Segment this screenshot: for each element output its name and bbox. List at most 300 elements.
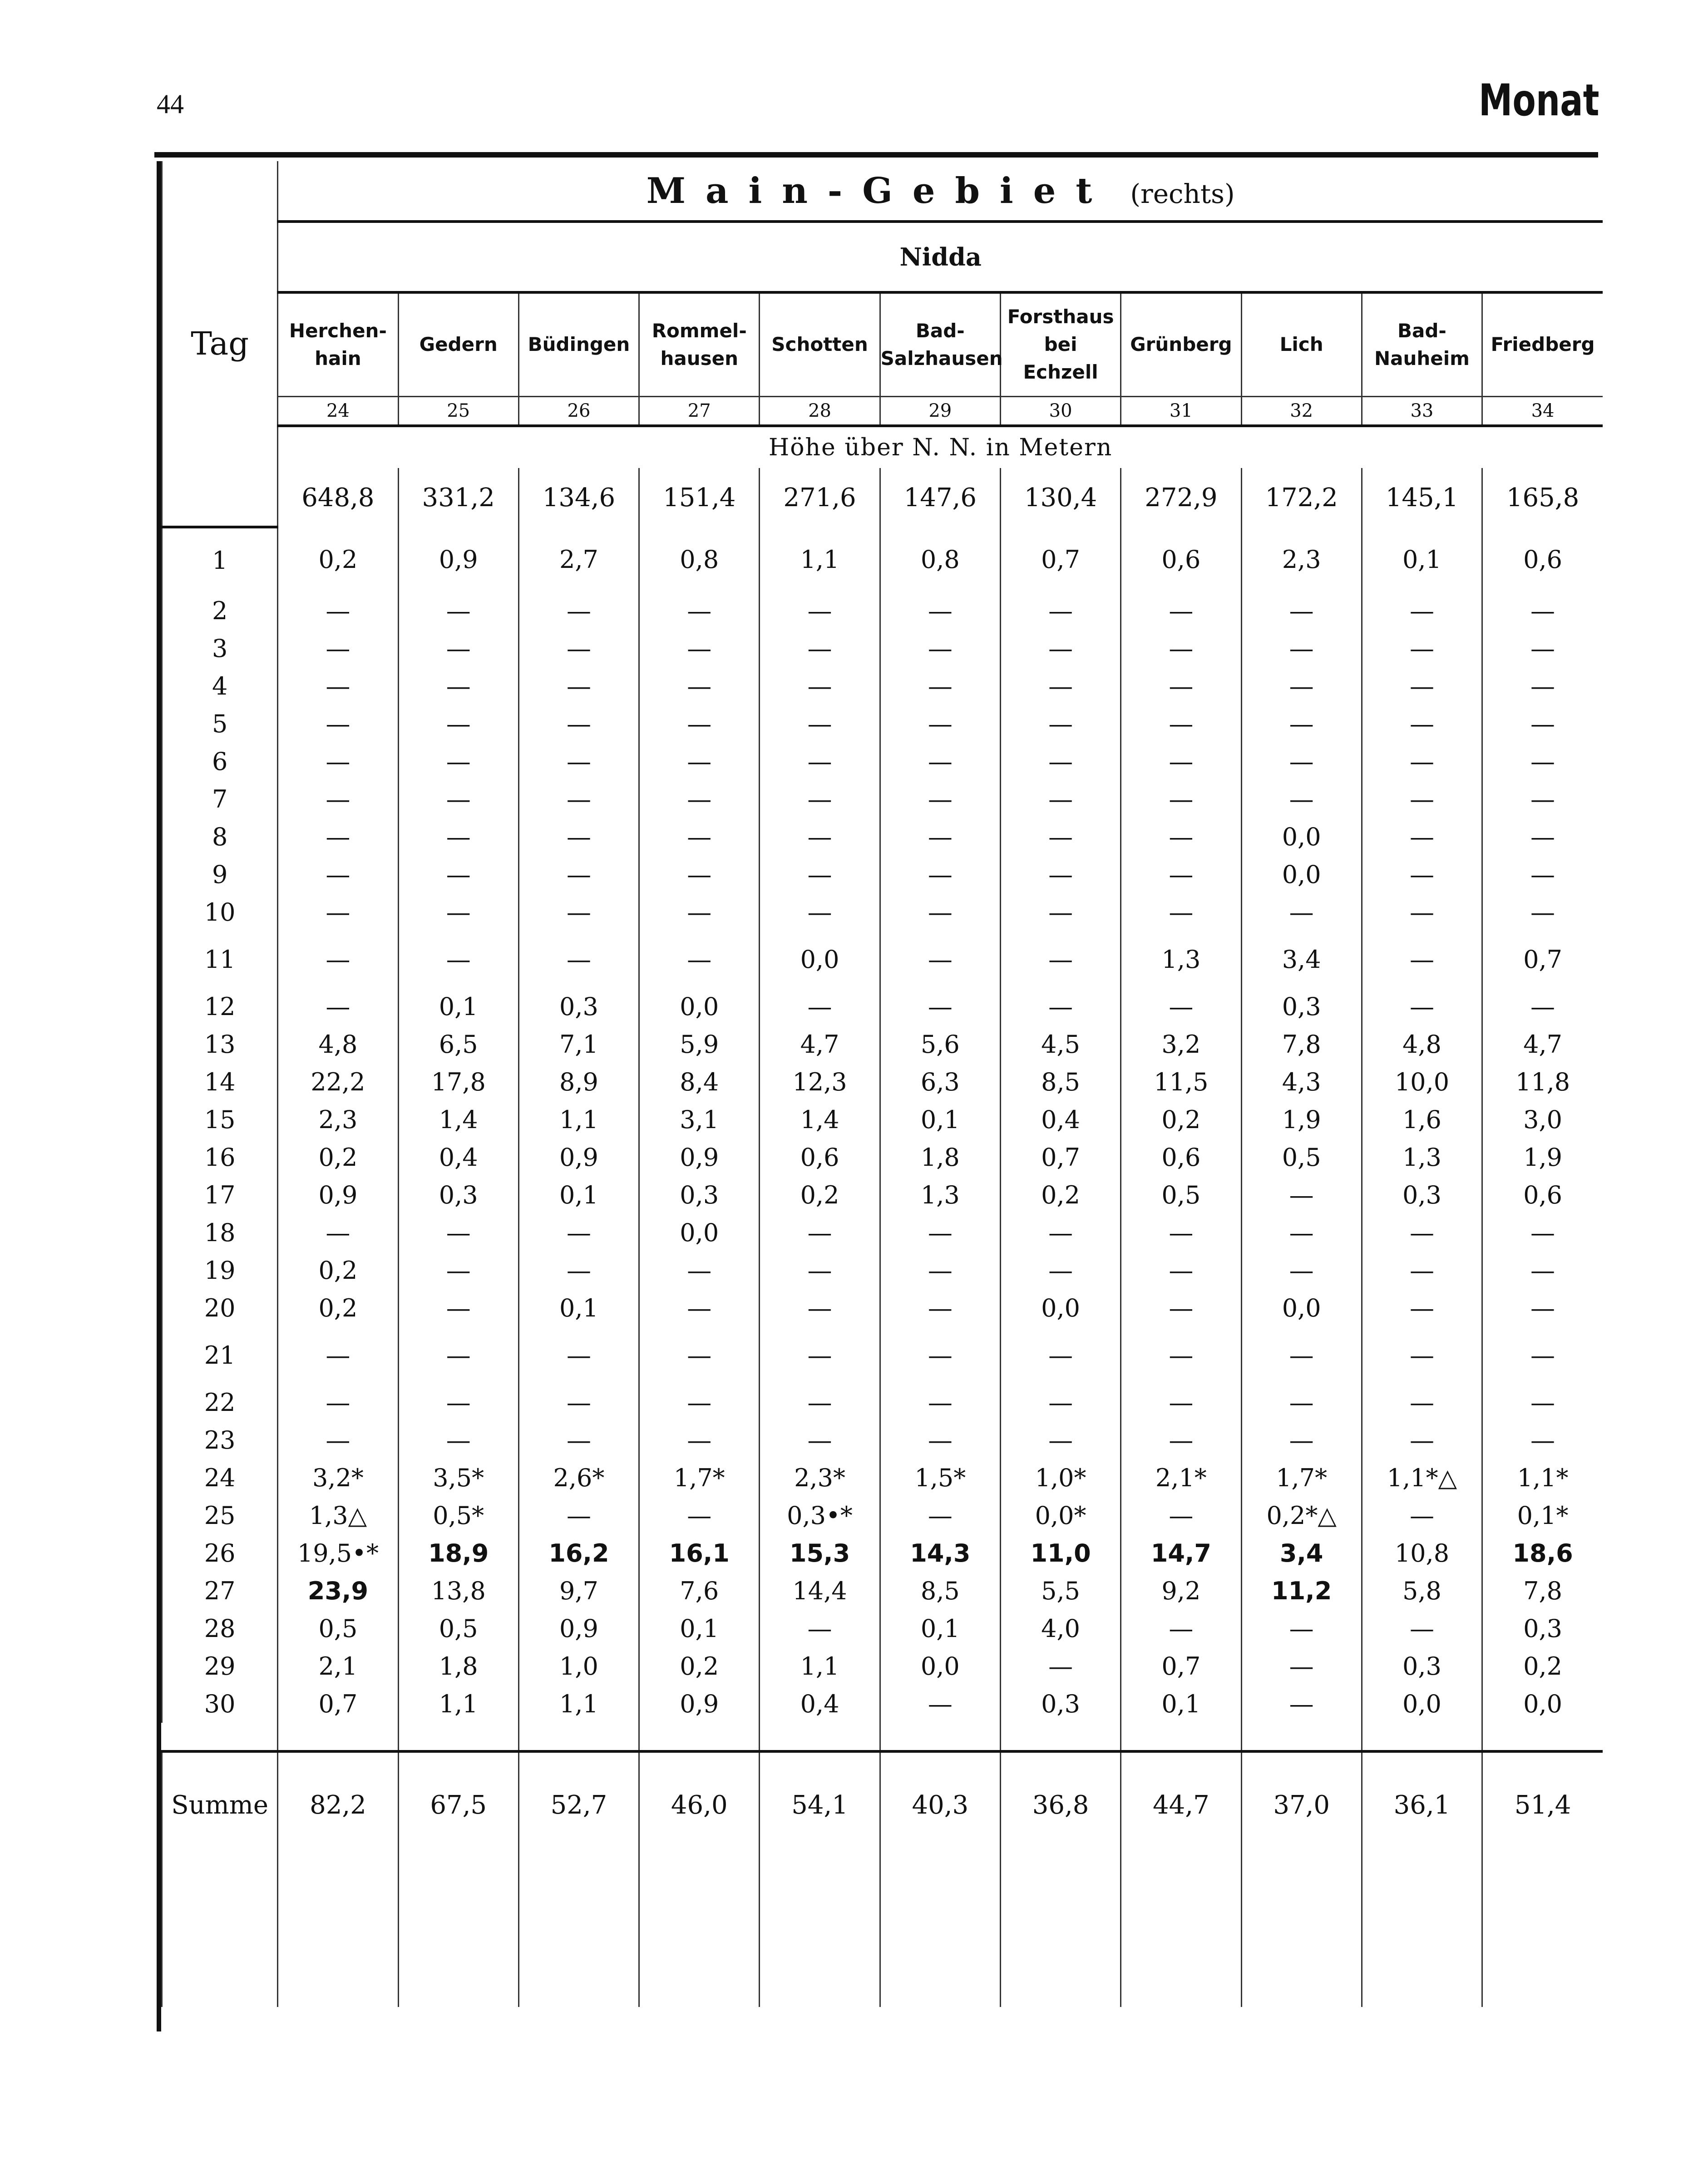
station-header	[760, 292, 880, 397]
value-cell: 9,2	[1121, 1572, 1241, 1610]
value-cell: —	[1362, 1384, 1482, 1421]
value-cell: 14,3	[880, 1534, 1000, 1572]
value-cell: —	[1482, 1252, 1603, 1289]
value-cell: 14,4	[760, 1572, 880, 1610]
value-cell: 5,8	[1362, 1572, 1482, 1610]
value-cell: 0,0	[639, 988, 760, 1025]
value-cell: —	[398, 630, 518, 667]
day-row	[162, 856, 1603, 893]
filler-cell	[398, 1857, 518, 2007]
value-cell: 7,8	[1241, 1025, 1362, 1063]
value-cell: —	[760, 743, 880, 780]
value-cell: 17,8	[398, 1063, 518, 1101]
value-cell: —	[1362, 1497, 1482, 1534]
value-cell: —	[1121, 1252, 1241, 1289]
value-cell: —	[1241, 1610, 1362, 1647]
value-cell: —	[278, 780, 398, 818]
value-cell: —	[1121, 743, 1241, 780]
daily-values	[162, 527, 1603, 1723]
region-subtitle: (rechts)	[1130, 178, 1235, 209]
day-number: 24	[162, 1459, 278, 1497]
filler-cell	[518, 1857, 639, 2007]
value-cell: —	[1121, 988, 1241, 1025]
summe-label: Summe	[162, 1751, 278, 1857]
station-name-line: Gedern	[419, 333, 498, 356]
station-name-line: Friedberg	[1491, 333, 1595, 356]
day-row	[162, 1063, 1603, 1101]
separator-cell	[398, 1723, 518, 1751]
value-cell: —	[1241, 1252, 1362, 1289]
day-row	[162, 780, 1603, 818]
day-number: 6	[162, 743, 278, 780]
day-number: 12	[162, 988, 278, 1025]
value-cell: —	[1241, 592, 1362, 630]
value-cell: 2,1*	[1121, 1459, 1241, 1497]
value-cell: 0,0	[760, 931, 880, 988]
value-cell: 1,5*	[880, 1459, 1000, 1497]
day-number: 16	[162, 1139, 278, 1176]
value-cell: —	[639, 1289, 760, 1327]
station-name-line: bei	[1044, 333, 1077, 356]
value-cell: —	[1000, 1252, 1121, 1289]
value-cell: —	[639, 592, 760, 630]
filler-cell	[1000, 1857, 1121, 2007]
value-cell: —	[518, 630, 639, 667]
value-cell: —	[398, 1252, 518, 1289]
value-cell: 1,1*	[1482, 1459, 1603, 1497]
value-cell: —	[278, 1327, 398, 1384]
value-cell: 0,0	[1241, 1289, 1362, 1327]
value-cell: —	[1000, 856, 1121, 893]
value-cell: —	[1121, 1421, 1241, 1459]
value-cell: 4,8	[1362, 1025, 1482, 1063]
value-cell: 1,0	[518, 1647, 639, 1685]
value-cell: 0,5	[278, 1610, 398, 1647]
value-cell: —	[398, 818, 518, 856]
value-cell: —	[278, 705, 398, 743]
value-cell: —	[278, 1214, 398, 1252]
separator-cell	[1482, 1723, 1603, 1751]
value-cell: 1,1	[518, 1685, 639, 1723]
value-cell: 1,1	[760, 527, 880, 592]
value-cell: —	[278, 988, 398, 1025]
value-cell: 6,5	[398, 1025, 518, 1063]
value-cell: 14,7	[1121, 1534, 1241, 1572]
value-cell: —	[760, 1214, 880, 1252]
value-cell: —	[1482, 743, 1603, 780]
value-cell: —	[278, 818, 398, 856]
value-cell: —	[1000, 705, 1121, 743]
value-cell: 12,3	[760, 1063, 880, 1101]
station-number: 24	[278, 397, 398, 426]
value-cell: —	[518, 743, 639, 780]
value-cell: —	[1121, 780, 1241, 818]
day-number: 30	[162, 1685, 278, 1723]
value-cell: —	[1121, 1327, 1241, 1384]
day-row	[162, 1610, 1603, 1647]
value-cell: —	[1000, 1384, 1121, 1421]
value-cell: —	[518, 1384, 639, 1421]
value-cell: —	[639, 1252, 760, 1289]
day-number: 26	[162, 1534, 278, 1572]
day-number: 4	[162, 667, 278, 705]
value-cell: —	[398, 1421, 518, 1459]
value-cell: 1,0*	[1000, 1459, 1121, 1497]
day-row	[162, 1252, 1603, 1289]
station-header	[639, 292, 760, 397]
station-hoehe: 271,6	[760, 468, 880, 527]
value-cell: 1,3	[1362, 1139, 1482, 1176]
value-cell: —	[639, 743, 760, 780]
value-cell: —	[880, 1214, 1000, 1252]
separator-cell	[278, 1723, 398, 1751]
value-cell: 0,5*	[398, 1497, 518, 1534]
value-cell: —	[1000, 931, 1121, 988]
value-cell: 7,1	[518, 1025, 639, 1063]
value-cell: 0,5	[1121, 1176, 1241, 1214]
value-cell: —	[398, 1214, 518, 1252]
value-cell: 11,2	[1241, 1572, 1362, 1610]
day-row	[162, 1459, 1603, 1497]
value-cell: —	[760, 988, 880, 1025]
value-cell: 0,7	[278, 1685, 398, 1723]
value-cell: 1,4	[398, 1101, 518, 1139]
value-cell: 0,1	[639, 1610, 760, 1647]
day-number: 15	[162, 1101, 278, 1139]
value-cell: —	[760, 1421, 880, 1459]
value-cell: 0,5	[398, 1610, 518, 1647]
station-number: 26	[518, 397, 639, 426]
station-name-row	[162, 292, 1603, 397]
day-number: 13	[162, 1025, 278, 1063]
value-cell: 4,8	[278, 1025, 398, 1063]
value-cell: 0,3	[398, 1176, 518, 1214]
value-cell: 0,1	[880, 1101, 1000, 1139]
station-number: 25	[398, 397, 518, 426]
value-cell: 1,6	[1362, 1101, 1482, 1139]
value-cell: —	[1000, 1421, 1121, 1459]
station-name-line: hain	[315, 347, 361, 370]
value-cell: —	[398, 856, 518, 893]
station-hoehe: 147,6	[880, 468, 1000, 527]
value-cell: 1,9	[1482, 1139, 1603, 1176]
value-cell: 0,4	[760, 1685, 880, 1723]
value-cell: 2,7	[518, 527, 639, 592]
value-cell: 5,5	[1000, 1572, 1121, 1610]
value-cell: 0,7	[1000, 527, 1121, 592]
value-cell: 0,9	[278, 1176, 398, 1214]
station-name-line: Echzell	[1023, 360, 1098, 383]
value-cell: —	[518, 780, 639, 818]
value-cell: 9,7	[518, 1572, 639, 1610]
value-cell: 4,5	[1000, 1025, 1121, 1063]
station-hoehe: 145,1	[1362, 468, 1482, 527]
value-cell: 8,5	[1000, 1063, 1121, 1101]
value-cell: —	[1121, 592, 1241, 630]
summe-value: 36,8	[1000, 1751, 1121, 1857]
value-cell: —	[278, 1421, 398, 1459]
value-cell: —	[639, 667, 760, 705]
value-cell: 0,9	[398, 527, 518, 592]
value-cell: —	[1362, 1252, 1482, 1289]
value-cell: 0,9	[518, 1610, 639, 1647]
hoehe-label: Höhe über N. N. in Metern	[278, 426, 1603, 468]
value-cell: —	[1241, 1685, 1362, 1723]
day-row	[162, 743, 1603, 780]
station-hoehe: 151,4	[639, 468, 760, 527]
filler-cell	[1121, 1857, 1241, 2007]
region-title: Main-Gebiet	[646, 170, 1112, 212]
value-cell: —	[880, 931, 1000, 988]
summe-value: 52,7	[518, 1751, 639, 1857]
day-number: 21	[162, 1327, 278, 1384]
day-row	[162, 1327, 1603, 1384]
value-cell: —	[1482, 1384, 1603, 1421]
value-cell: —	[1482, 705, 1603, 743]
value-cell: —	[880, 856, 1000, 893]
station-hoehe: 331,2	[398, 468, 518, 527]
day-number: 19	[162, 1252, 278, 1289]
value-cell: —	[1121, 818, 1241, 856]
separator-cell	[880, 1723, 1000, 1751]
separator-cell	[518, 1723, 639, 1751]
value-cell: —	[518, 1327, 639, 1384]
value-cell: 18,6	[1482, 1534, 1603, 1572]
value-cell: —	[1362, 705, 1482, 743]
value-cell: —	[639, 1497, 760, 1534]
value-cell: 8,5	[880, 1572, 1000, 1610]
day-number: 2	[162, 592, 278, 630]
value-cell: —	[278, 856, 398, 893]
value-cell: —	[760, 1327, 880, 1384]
value-cell: —	[1000, 893, 1121, 931]
value-cell: —	[278, 667, 398, 705]
value-cell: 0,0	[1482, 1685, 1603, 1723]
value-cell: 3,4	[1241, 931, 1362, 988]
value-cell: —	[398, 780, 518, 818]
value-cell: 0,6	[1482, 527, 1603, 592]
day-row	[162, 1685, 1603, 1723]
station-hoehe: 165,8	[1482, 468, 1603, 527]
value-cell: —	[880, 630, 1000, 667]
day-row	[162, 1176, 1603, 1214]
value-cell: 2,1	[278, 1647, 398, 1685]
value-cell: 0,2*△	[1241, 1497, 1362, 1534]
value-cell: —	[518, 667, 639, 705]
day-number: 18	[162, 1214, 278, 1252]
station-number: 29	[880, 397, 1000, 426]
day-row	[162, 527, 1603, 592]
value-cell: —	[1121, 705, 1241, 743]
value-cell: 7,8	[1482, 1572, 1603, 1610]
value-cell: —	[880, 1384, 1000, 1421]
value-cell: —	[1362, 1610, 1482, 1647]
value-cell: —	[398, 705, 518, 743]
value-cell: 0,9	[518, 1139, 639, 1176]
filler-cell	[639, 1857, 760, 2007]
value-cell: —	[398, 743, 518, 780]
value-cell: —	[1362, 1421, 1482, 1459]
value-cell: 6,3	[880, 1063, 1000, 1101]
day-number: 23	[162, 1421, 278, 1459]
value-cell: 1,7*	[639, 1459, 760, 1497]
value-cell: —	[1362, 1289, 1482, 1327]
value-cell: 1,1*△	[1362, 1459, 1482, 1497]
value-cell: —	[518, 818, 639, 856]
value-cell: 2,3	[278, 1101, 398, 1139]
value-cell: 0,8	[639, 527, 760, 592]
value-cell: 0,1	[518, 1289, 639, 1327]
value-cell: 1,1	[398, 1685, 518, 1723]
value-cell: —	[1000, 743, 1121, 780]
station-name-line: Nauheim	[1374, 347, 1470, 370]
value-cell: —	[1000, 780, 1121, 818]
value-cell: 1,8	[880, 1139, 1000, 1176]
value-cell: 0,2	[278, 1289, 398, 1327]
value-cell: —	[880, 818, 1000, 856]
value-cell: —	[1482, 818, 1603, 856]
station-hoehe: 272,9	[1121, 468, 1241, 527]
station-number: 30	[1000, 397, 1121, 426]
value-cell: —	[398, 592, 518, 630]
value-cell: 0,0	[880, 1647, 1000, 1685]
value-cell: 0,7	[1482, 931, 1603, 988]
value-cell: 1,3	[1121, 931, 1241, 988]
value-cell: 4,7	[760, 1025, 880, 1063]
value-cell: —	[518, 592, 639, 630]
value-cell: —	[639, 931, 760, 988]
station-header	[1241, 292, 1362, 397]
value-cell: 0,2	[760, 1176, 880, 1214]
filler-cell	[1482, 1857, 1603, 2007]
value-cell: —	[1482, 780, 1603, 818]
station-name-line: Forsthaus	[1007, 306, 1114, 328]
day-number: 9	[162, 856, 278, 893]
value-cell: —	[1121, 1497, 1241, 1534]
value-cell: —	[1482, 1327, 1603, 1384]
station-hoehe: 648,8	[278, 468, 398, 527]
day-row	[162, 1421, 1603, 1459]
value-cell: —	[1482, 1421, 1603, 1459]
value-cell: 2,6*	[518, 1459, 639, 1497]
value-cell: —	[760, 705, 880, 743]
value-cell: —	[278, 630, 398, 667]
value-cell: 0,1	[398, 988, 518, 1025]
station-name-line: Bad-	[1397, 319, 1446, 342]
value-cell: 0,1	[1121, 1685, 1241, 1723]
value-cell: —	[880, 988, 1000, 1025]
value-cell: 0,3	[1241, 988, 1362, 1025]
separator-cell	[162, 1723, 278, 1751]
value-cell: —	[1121, 1384, 1241, 1421]
value-cell: —	[639, 630, 760, 667]
value-cell: —	[1482, 630, 1603, 667]
value-cell: —	[1241, 1384, 1362, 1421]
value-cell: —	[1362, 856, 1482, 893]
value-cell: 1,8	[398, 1647, 518, 1685]
value-cell: —	[1000, 1214, 1121, 1252]
station-number: 27	[639, 397, 760, 426]
value-cell: —	[1482, 893, 1603, 931]
value-cell: —	[518, 856, 639, 893]
value-cell: 0,3	[1482, 1610, 1603, 1647]
value-cell: 1,9	[1241, 1101, 1362, 1139]
separator-cell	[1121, 1723, 1241, 1751]
value-cell: —	[398, 1289, 518, 1327]
value-cell: —	[518, 705, 639, 743]
value-cell: 11,0	[1000, 1534, 1121, 1572]
filler-cell	[162, 1857, 278, 2007]
day-number: 28	[162, 1610, 278, 1647]
value-cell: —	[760, 592, 880, 630]
value-cell: 3,2*	[278, 1459, 398, 1497]
value-cell: 0,7	[1000, 1139, 1121, 1176]
station-name-line: Büdingen	[528, 333, 630, 356]
station-header	[1000, 292, 1121, 397]
value-cell: 11,8	[1482, 1063, 1603, 1101]
value-cell: 3,0	[1482, 1101, 1603, 1139]
value-cell: —	[398, 667, 518, 705]
value-cell: 1,1	[518, 1101, 639, 1139]
day-number: 20	[162, 1289, 278, 1327]
day-row	[162, 1534, 1603, 1572]
hoehe-row	[162, 468, 1603, 527]
day-number: 3	[162, 630, 278, 667]
value-cell: —	[880, 1685, 1000, 1723]
station-header	[518, 292, 639, 397]
value-cell: 1,1	[760, 1647, 880, 1685]
value-cell: —	[398, 1384, 518, 1421]
value-cell: —	[760, 893, 880, 931]
station-hoehe: 134,6	[518, 468, 639, 527]
value-cell: —	[1121, 667, 1241, 705]
value-cell: —	[278, 1384, 398, 1421]
day-row	[162, 1139, 1603, 1176]
value-cell: —	[1241, 1421, 1362, 1459]
value-cell: —	[760, 667, 880, 705]
value-cell: —	[1241, 1327, 1362, 1384]
summe-value: 46,0	[639, 1751, 760, 1857]
station-header	[1121, 292, 1241, 397]
value-cell: —	[760, 818, 880, 856]
value-cell: 18,9	[398, 1534, 518, 1572]
station-name-line: Lich	[1279, 333, 1323, 356]
day-number: 29	[162, 1647, 278, 1685]
day-row	[162, 592, 1603, 630]
value-cell: —	[1362, 667, 1482, 705]
value-cell: 0,0	[639, 1214, 760, 1252]
filler-cell	[1362, 1857, 1482, 2007]
value-cell: 0,3	[1362, 1176, 1482, 1214]
value-cell: 0,0	[1362, 1685, 1482, 1723]
value-cell: —	[760, 630, 880, 667]
value-cell: 0,3	[518, 988, 639, 1025]
day-number: 5	[162, 705, 278, 743]
value-cell: —	[639, 818, 760, 856]
station-number-row	[162, 397, 1603, 426]
value-cell: 4,0	[1000, 1610, 1121, 1647]
value-cell: 7,6	[639, 1572, 760, 1610]
separator-cell	[1000, 1723, 1121, 1751]
station-header	[880, 292, 1003, 397]
value-cell: 0,9	[639, 1139, 760, 1176]
value-cell: 3,1	[639, 1101, 760, 1139]
value-cell: —	[760, 856, 880, 893]
value-cell: 0,4	[398, 1139, 518, 1176]
top-rule	[154, 152, 1598, 158]
value-cell: —	[1482, 856, 1603, 893]
station-number: 34	[1482, 397, 1603, 426]
